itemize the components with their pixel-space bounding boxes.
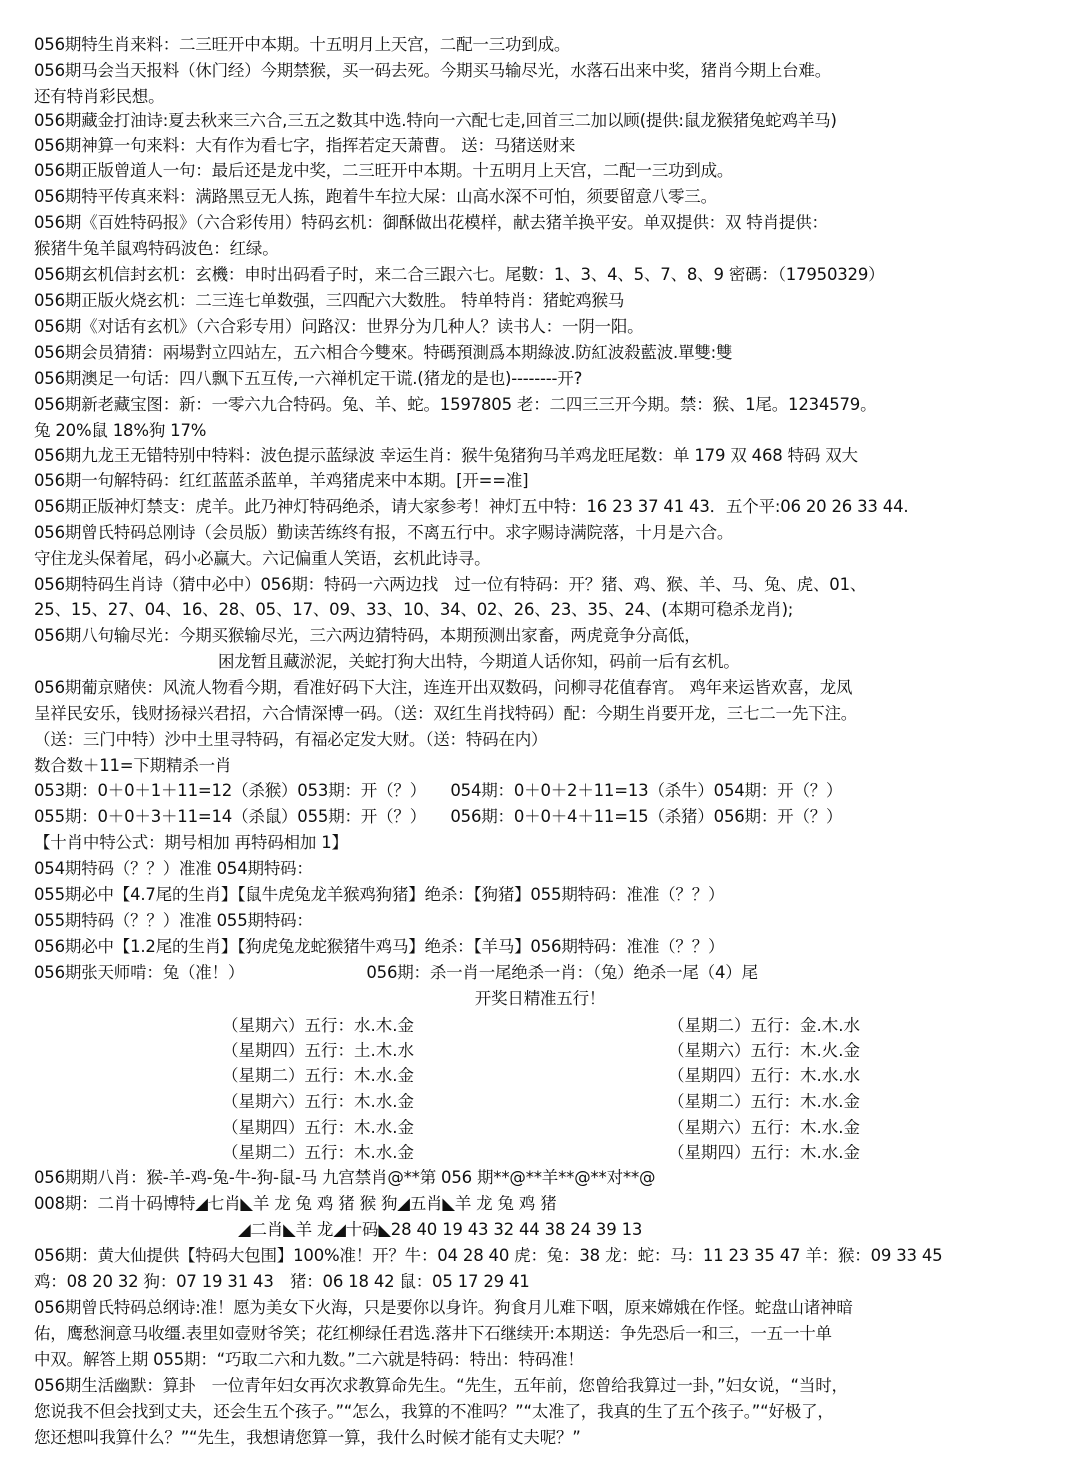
text-line: 鸡：08 20 32 狗：07 19 31 43 猪：06 18 42 鼠：05 17 29 41 [34, 1272, 530, 1291]
text-line: 056期会员猜猜：兩場對立四站左，五六相合今雙來。特碼預測爲本期綠波.防紅波殺藍波.單雙:雙 [34, 343, 733, 362]
text-line: 25、15、27、04、16、28、05、17、09、33、10、34、02、26、23、35、24、(本期可稳杀龙肖); [34, 600, 794, 619]
text-line: ◢二肖◣羊 龙◢十码◣28 40 19 43 32 44 38 24 39 13 [238, 1220, 643, 1239]
wuxing-right-item: （星期二）五行：金.木.水 [668, 1016, 860, 1035]
wuxing-right-item: （星期四）五行：木.水.金 [668, 1143, 860, 1162]
wuxing-right-item: （星期六）五行：木.水.金 [668, 1118, 860, 1137]
text-line: 056期张天师啃：兔（准！） 056期：杀一肖一尾绝杀一肖：（兔）绝杀一尾（4）尾 [34, 963, 758, 982]
text-line: 056期正版曾道人一句：最后还是龙中奖，二三旺开中本期。十五明月上天宫，二配一三功到成。 [34, 161, 734, 180]
text-line: 008期：二肖十码博特◢七肖◣羊 龙 兔 鸡 猪 猴 狗◢五肖◣羊 龙 兔 鸡 猪 [34, 1194, 557, 1213]
text-line: 数合数＋11=下期精杀一肖 [34, 756, 232, 775]
text-line: 佑，鹰愁涧意马收缰.表里如壹财爷笑；花红柳绿任君选.落井下石继续开:本期送：争先恐后一和三，一五一十单 [34, 1324, 832, 1343]
text-line: 中双。解答上期 055期：“巧取二六和九数。”二六就是特码：特出：特码准！ [34, 1350, 584, 1369]
text-line: 056期神算一句来料：大有作为看七字，指挥若定天萧曹。 送：马猪送财来 [34, 136, 576, 155]
wuxing-left-item: （星期四）五行：土.木.水 [222, 1041, 414, 1060]
text-line: 056期新老藏宝图：新：一零六九合特码。兔、羊、蛇。1597805 老：二四三三开今期。禁：猴、1尾。1234579。 [34, 395, 877, 414]
text-line: 056期正版神灯禁支：虎羊。此乃神灯特码绝杀，请大家参考！神灯五中特：16 23 37 41 43．五个平:06 20 26 33 44. [34, 497, 909, 516]
text-line: 056期澳足一句话：四八飘下五互传,一六禅机定干谎.(猪龙的是也)--------开? [34, 369, 583, 388]
text-line: 056期特平传真来料：满路黑豆无人拣，跑着牛车拉大屎：山高水深不可怕，须要留意八零三。 [34, 187, 717, 206]
wuxing-left-item: （星期二）五行：木.水.金 [222, 1066, 414, 1085]
text-line: 055期：0＋0＋3＋11=14（杀鼠）055期：开（？） 056期：0＋0＋4＋11=15（杀猪）056期：开（？） [34, 807, 843, 826]
text-line: 056期生活幽默：算卦 一位青年妇女再次求教算命先生。“先生，五年前，您曾给我算过一卦，”妇女说，“当时， [34, 1376, 848, 1395]
text-line: 守住龙头保着尾，码小必赢大。六记偏重人笑语，玄机此诗寻。 [34, 549, 491, 568]
text-line: 困龙暂且藏淤泥，关蛇打狗大出特，今期道人话你知，码前一后有玄机。 [218, 652, 740, 671]
text-line: 056期玄机信封玄机：玄機：申时出码看子时，来二合三跟六七。尾數：1、3、4、5、7、8、9 密碼：（17950329） [34, 265, 885, 284]
text-line: 呈祥民安乐，钱财扬禄兴君招，六合情深博一码。（送：双红生肖找特码）配：今期生肖要开龙，三七二一先下注。 [34, 704, 858, 723]
text-line: 056期一句解特码：红红蓝蓝杀蓝单，羊鸡猪虎来中本期。[开==准] [34, 471, 529, 490]
text-line: 您还想叫我算什么？”“先生，我想请您算一算，我什么时候才能有丈夫呢？” [34, 1428, 581, 1447]
text-line: 054期特码（？？）准准 054期特码： [34, 859, 313, 878]
text-line: （送：三门中特）沙中土里寻特码，有福必定发大财。（送：特码在内） [34, 730, 548, 749]
text-line: 056期曾氏特码总纲诗:准！愿为美女下火海，只是要你以身许。狗食月儿难下咽，原来嫦娥在作怪。蛇盘山诸神暗 [34, 1298, 853, 1317]
wuxing-left-item: （星期六）五行：木.水.金 [222, 1092, 414, 1111]
text-line: 056期九龙王无错特别中特料：波色提示蓝绿波 幸运生肖：猴牛兔猪狗马羊鸡龙旺尾数：单 179 双 468 特码 双大 [34, 446, 858, 465]
text-line: 056期：黄大仙提供【特码大包围】100%准！开？牛：04 28 40 虎：兔：38 龙：蛇：马：11 23 35 47 羊：猴：09 33 45 [34, 1246, 943, 1265]
text-line: 056期葡京赌侠：风流人物看今期，看准好码下大注，连连开出双数码，问柳寻花值春宵。 鸡年来运皆欢喜，龙凤 [34, 678, 853, 697]
text-line: 056期期八肖：猴-羊-鸡-兔-牛-狗-鼠-马 九宫禁肖@**第 056 期**@**羊**@**对**@ [34, 1168, 656, 1187]
text-line: 您说我不但会找到丈夫，还会生五个孩子。”“怎么，我算的不准吗？”“太准了，我真的生了五个孩子。”“好极了， [34, 1402, 834, 1421]
text-line: 猴猪牛兔羊鼠鸡特码波色：红绿。 [34, 239, 279, 258]
wuxing-right-item: （星期四）五行：木.水.水 [668, 1066, 860, 1085]
text-line: 056期必中【1.2尾的生肖】【狗虎兔龙蛇猴猪牛鸡马】绝杀：【羊马】056期特码：准准（？？） [34, 937, 725, 956]
text-line: 056期曾氏特码总刚诗（会员版）勤读苦练终有报，不离五行中。求字赐诗满院落，十月是六合。 [34, 523, 734, 542]
text-line: 还有特肖彩民想。 [34, 87, 165, 106]
text-line: 056期特生肖来料：二三旺开中本期。十五明月上天宫，二配一三功到成。 [34, 35, 571, 54]
wuxing-heading: 开奖日精准五行！ [474, 989, 606, 1008]
text-line: 056期马会当天报料（休门经）今期禁猴，买一码去死。今期买马输尽光，水落石出来中奖，猪肖今期上台难。 [34, 61, 831, 80]
text-line: 055期必中【4.7尾的生肖】【鼠牛虎兔龙羊猴鸡狗猪】绝杀：【狗猪】055期特码：准准（？？） [34, 885, 725, 904]
text-line: 056期藏金打油诗:夏去秋来三六合,三五之数其中选.特向一六配七走,回首三二加以顾(提供:鼠龙猴猪兔蛇鸡羊马) [34, 111, 837, 130]
text-line: 【十肖中特公式：期号相加 再特码相加 1】 [34, 833, 348, 852]
text-line: 056期《百姓特码报》（六合彩传用）特码玄机：御酥做出花模样，献去猪羊换平安。单双提供：双 特肖提供： [34, 213, 828, 232]
wuxing-left-item: （星期四）五行：木.水.金 [222, 1118, 414, 1137]
wuxing-left-item: （星期二）五行：木.水.金 [222, 1143, 414, 1162]
text-line: 兔 20%鼠 18%狗 17% [34, 421, 207, 440]
wuxing-left-item: （星期六）五行：水.木.金 [222, 1016, 414, 1035]
text-line: 056期正版火烧玄机：二三连七单数强，三四配六大数胜。 特单特肖：猪蛇鸡猴马 [34, 291, 625, 310]
wuxing-right-item: （星期六）五行：木.火.金 [668, 1041, 860, 1060]
text-line: 056期《对话有玄机》（六合彩专用）问路汉：世界分为几种人？读书人：一阴一阳。 [34, 317, 644, 336]
text-line: 056期特码生肖诗（猜中必中）056期：特码一六两边找 过一位有特码：开？猪、鸡、猴、羊、马、兔、虎、01、 [34, 575, 867, 594]
text-line: 055期特码（？？）准准 055期特码： [34, 911, 313, 930]
text-line: 053期：0＋0＋1＋11=12（杀猴）053期：开（？） 054期：0＋0＋2＋11=13（杀牛）054期：开（？） [34, 781, 843, 800]
text-line: 056期八句输尽光：今期买猴输尽光，三六两边猜特码，本期预测出家畜，两虎竟争分高低， [34, 626, 701, 645]
wuxing-right-item: （星期二）五行：木.水.金 [668, 1092, 860, 1111]
